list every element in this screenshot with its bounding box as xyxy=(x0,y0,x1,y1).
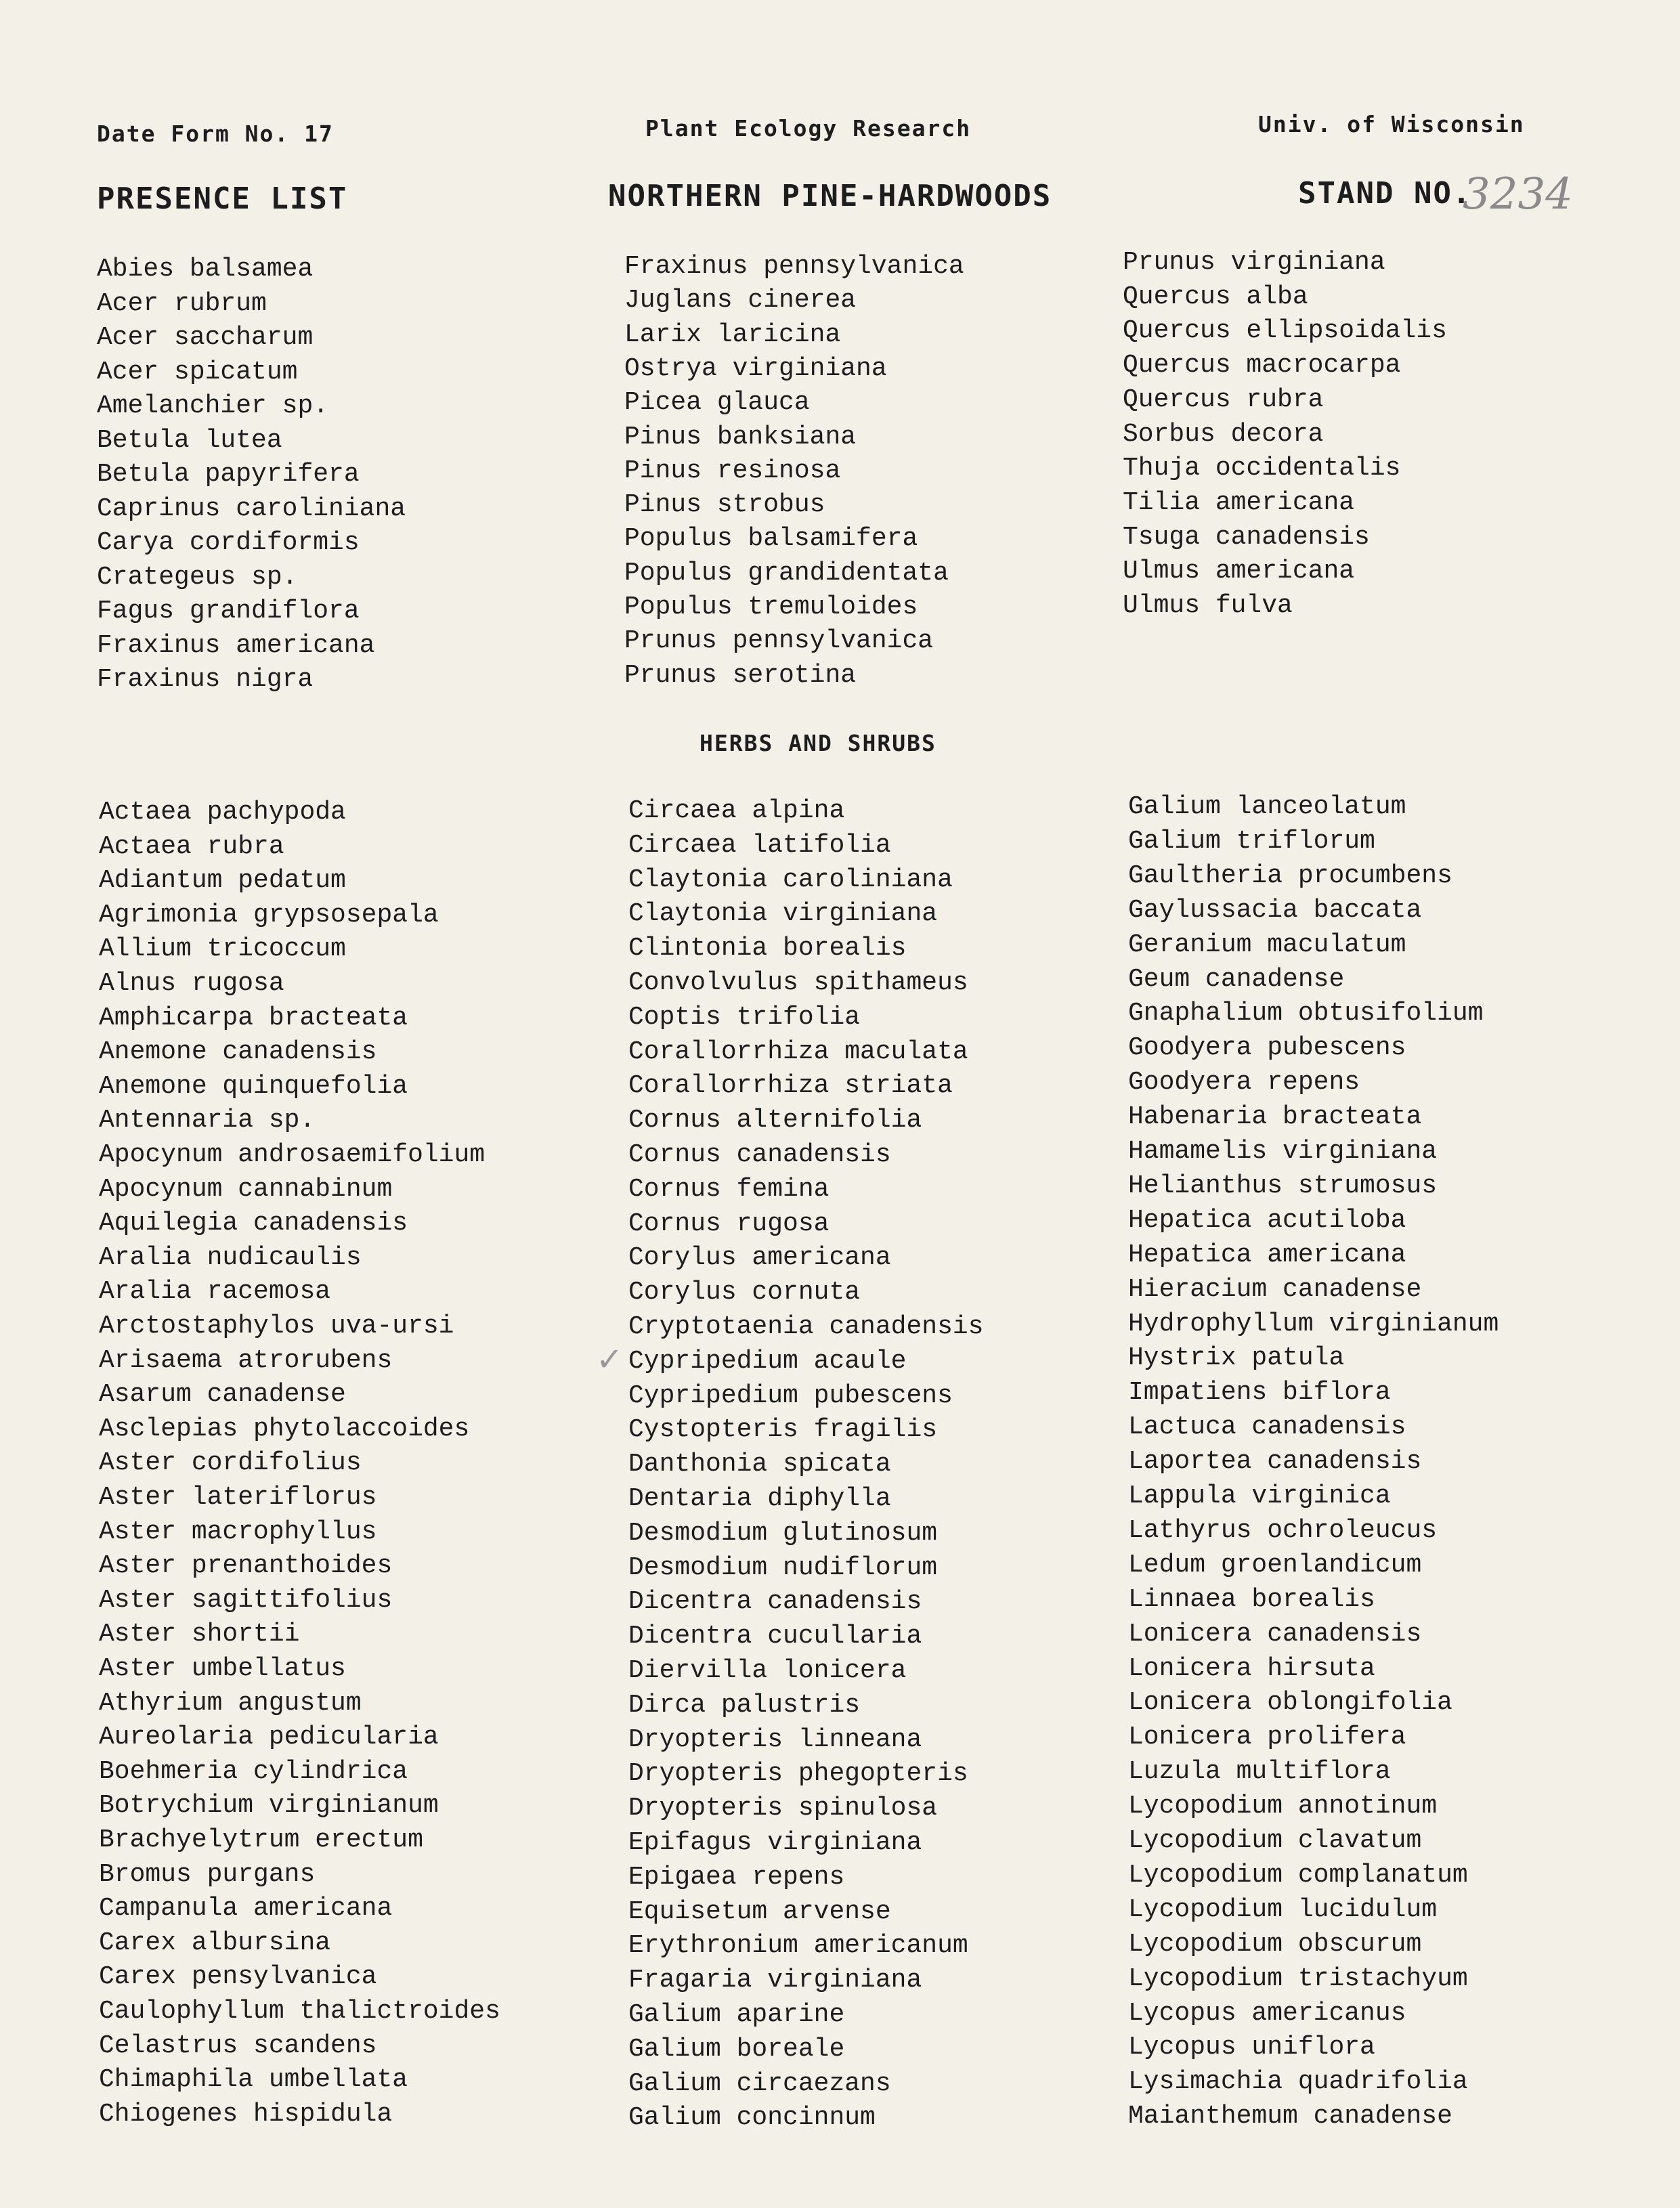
species-item: Alnus rugosa xyxy=(99,969,284,998)
species-item: Anemone quinquefolia xyxy=(99,1071,408,1101)
community-title: NORTHERN PINE-HARDWOODS xyxy=(608,179,1052,213)
species-item: Agrimonia grypsosepala xyxy=(99,900,439,930)
species-item: Celastrus scandens xyxy=(99,2031,377,2060)
species-item: Epigaea repens xyxy=(628,1862,845,1892)
species-item: Athyrium angustum xyxy=(99,1688,362,1718)
species-item: Cornus canadensis xyxy=(628,1140,891,1169)
species-item: Aureolaria pedicularia xyxy=(99,1723,439,1752)
species-item: Asclepias phytolaccoides xyxy=(99,1414,470,1444)
species-item: Cypripedium pubescens xyxy=(628,1381,953,1410)
species-item: Cornus rugosa xyxy=(628,1209,830,1238)
species-item: Linnaea borealis xyxy=(1128,1584,1375,1614)
species-item: Carex albursina xyxy=(99,1928,331,1957)
species-item: Desmodium nudiflorum xyxy=(628,1553,938,1582)
species-item: Aster cordifolius xyxy=(99,1448,362,1478)
presence-list-title: PRESENCE LIST xyxy=(97,181,348,216)
species-item: Ledum groenlandicum xyxy=(1128,1550,1422,1580)
species-item: Antennaria sp. xyxy=(99,1106,316,1135)
species-item: Aralia racemosa xyxy=(99,1277,331,1307)
species-item: Chimaphila umbellata xyxy=(99,2065,408,2095)
species-item: Acer rubrum xyxy=(97,288,267,318)
species-item: Anemone canadensis xyxy=(99,1037,377,1067)
species-item: Quercus alba xyxy=(1123,282,1308,311)
herbs-shrubs-heading: HERBS AND SHRUBS xyxy=(699,730,936,756)
species-item: Quercus rubra xyxy=(1123,385,1324,414)
species-item: Hydrophyllum virginianum xyxy=(1128,1309,1499,1339)
species-item: Caulophyllum thalictroides xyxy=(99,1997,500,2026)
species-item: Dryopteris linneana xyxy=(628,1725,922,1754)
species-item: Arisaema atrorubens xyxy=(99,1345,393,1375)
species-item: Lactuca canadensis xyxy=(1128,1412,1406,1442)
species-item: Acer saccharum xyxy=(97,323,314,352)
species-item: Cypripedium acaule xyxy=(628,1346,907,1376)
species-item: Luzula multiflora xyxy=(1128,1757,1391,1787)
species-item: Botrychium virginianum xyxy=(99,1791,439,1821)
species-item: Adiantum pedatum xyxy=(99,866,346,896)
species-item: Ulmus americana xyxy=(1123,557,1355,586)
species-item: Maianthemum canadense xyxy=(1128,2102,1452,2131)
species-item: Coptis trifolia xyxy=(628,1002,861,1032)
species-item: Pinus banksiana xyxy=(624,422,857,452)
species-item: Galium boreale xyxy=(628,2034,845,2064)
species-item: Abies balsamea xyxy=(97,255,314,284)
species-item: Hamamelis virginiana xyxy=(1128,1137,1438,1166)
species-item: Corylus americana xyxy=(628,1243,891,1273)
species-item: Circaea latifolia xyxy=(628,830,891,860)
species-item: Apocynum androsaemifolium xyxy=(99,1140,486,1169)
species-item: Bromus purgans xyxy=(99,1859,316,1889)
species-item: Carex pensylvanica xyxy=(99,1962,377,1992)
species-item: Cornus alternifolia xyxy=(628,1106,922,1135)
stand-number-handwritten: 3234 xyxy=(1463,169,1573,219)
species-item: Galium triflorum xyxy=(1128,826,1375,856)
species-item: Corallorrhiza maculata xyxy=(628,1037,968,1066)
species-item: Aster prenanthoides xyxy=(99,1551,393,1581)
species-item: Prunus serotina xyxy=(624,660,857,690)
species-item: Juglans cinerea xyxy=(624,286,857,316)
species-item: Lappula virginica xyxy=(1128,1481,1391,1511)
research-title: Plant Ecology Research xyxy=(645,115,972,142)
species-item: Fragaria virginiana xyxy=(628,1966,922,1995)
species-item: Acer spicatum xyxy=(97,357,298,387)
species-item: Lonicera oblongifolia xyxy=(1128,1688,1452,1718)
species-item: Diervilla lonicera xyxy=(628,1656,907,1685)
species-item: Crategeus sp. xyxy=(97,562,298,592)
species-item: Dryopteris phegopteris xyxy=(628,1759,968,1789)
species-item: Geum canadense xyxy=(1128,964,1345,994)
species-item: Tilia americana xyxy=(1123,488,1355,517)
species-item: Dicentra cucullaria xyxy=(628,1622,922,1651)
species-item: Lycopodium annotinum xyxy=(1128,1792,1438,1821)
species-item: Gnaphalium obtusifolium xyxy=(1128,999,1484,1029)
species-item: Prunus virginiana xyxy=(1123,248,1385,277)
species-item: Betula lutea xyxy=(97,425,282,455)
species-item: Lycopodium complanatum xyxy=(1128,1860,1468,1890)
species-item: Prunus pennsylvanica xyxy=(624,626,934,656)
species-item: Helianthus strumosus xyxy=(1128,1171,1438,1200)
species-item: Fagus grandiflora xyxy=(97,597,360,626)
species-item: Epifagus virginiana xyxy=(628,1828,922,1857)
species-item: Lysimachia quadrifolia xyxy=(1128,2067,1468,2097)
form-number: Date Form No. 17 xyxy=(97,121,334,147)
stand-number-label: STAND NO. xyxy=(1298,176,1472,211)
species-item: Chiogenes hispidula xyxy=(99,2099,393,2129)
species-item: Impatiens biflora xyxy=(1128,1378,1391,1408)
species-item: Galium aparine xyxy=(628,2000,845,2029)
species-item: Lycopodium lucidulum xyxy=(1128,1895,1438,1924)
species-item: Hieracium canadense xyxy=(1128,1274,1422,1304)
species-item: Claytonia caroliniana xyxy=(628,865,953,894)
species-item: Larix laricina xyxy=(624,320,841,349)
species-item: Corallorrhiza striata xyxy=(628,1071,953,1101)
species-item: Gaultheria procumbens xyxy=(1128,861,1452,890)
species-item: Hepatica americana xyxy=(1128,1240,1406,1270)
species-item: Clintonia borealis xyxy=(628,934,907,964)
species-item: Dentaria diphylla xyxy=(628,1484,891,1513)
species-item: Quercus macrocarpa xyxy=(1123,351,1401,381)
university-name: Univ. of Wisconsin xyxy=(1258,111,1525,137)
species-item: Tsuga canadensis xyxy=(1123,522,1370,552)
species-item: Amphicarpa bracteata xyxy=(99,1003,408,1033)
species-item: Boehmeria cylindrica xyxy=(99,1756,408,1786)
species-item: Aquilegia canadensis xyxy=(99,1209,408,1238)
species-item: Cornus femina xyxy=(628,1174,830,1204)
species-item: Danthonia spicata xyxy=(628,1450,891,1479)
species-item: Quercus ellipsoidalis xyxy=(1123,316,1447,346)
species-item: Galium concinnum xyxy=(628,2103,876,2133)
species-item: Brachyelytrum erectum xyxy=(99,1825,423,1855)
species-item: Carya cordiformis xyxy=(97,528,360,557)
species-item: Arctostaphylos uva-ursi xyxy=(99,1312,454,1341)
species-item: Fraxinus americana xyxy=(97,630,375,660)
species-item: Asarum canadense xyxy=(99,1380,346,1410)
species-item: Picea glauca xyxy=(624,388,810,418)
species-item: Galium lanceolatum xyxy=(1128,792,1406,821)
species-item: Aster sagittifolius xyxy=(99,1585,393,1615)
species-item: Erythronium americanum xyxy=(628,1931,968,1961)
species-item: Lonicera prolifera xyxy=(1128,1723,1406,1752)
species-item: Lycopodium clavatum xyxy=(1128,1826,1422,1855)
species-item: Fraxinus nigra xyxy=(97,665,314,694)
species-item: Actaea pachypoda xyxy=(99,798,346,827)
species-item: Galium circaezans xyxy=(628,2069,891,2098)
species-item: Aster umbellatus xyxy=(99,1654,346,1683)
species-item: Fraxinus pennsylvanica xyxy=(624,252,964,281)
species-item: Actaea rubra xyxy=(99,831,284,861)
species-item: Dirca palustris xyxy=(628,1690,861,1720)
species-item: Equisetum arvense xyxy=(628,1897,891,1926)
species-item: Laportea canadensis xyxy=(1128,1447,1422,1477)
species-item: Goodyera pubescens xyxy=(1128,1033,1406,1063)
species-item: Dicentra canadensis xyxy=(628,1587,922,1617)
species-item: Gaylussacia baccata xyxy=(1128,895,1422,925)
species-item: Cystopteris fragilis xyxy=(628,1415,938,1445)
species-item: Habenaria bracteata xyxy=(1128,1102,1422,1132)
species-item: Betula papyrifera xyxy=(97,460,360,489)
species-item: Campanula americana xyxy=(99,1894,393,1924)
species-item: Lycopodium obscurum xyxy=(1128,1929,1422,1959)
species-item: Amelanchier sp. xyxy=(97,391,329,420)
species-item: Caprinus caroliniana xyxy=(97,494,406,523)
species-item: Aster lateriflorus xyxy=(99,1483,377,1512)
species-item: Pinus strobus xyxy=(624,490,825,520)
pencil-check-mark: ✓ xyxy=(596,1341,624,1379)
species-item: Lathyrus ochroleucus xyxy=(1128,1515,1438,1545)
species-item: Allium tricoccum xyxy=(99,934,346,964)
species-item: Pinus resinosa xyxy=(624,456,841,485)
species-item: Aster macrophyllus xyxy=(99,1517,377,1546)
species-item: Sorbus decora xyxy=(1123,419,1324,449)
species-item: Lycopus uniflora xyxy=(1128,2033,1375,2062)
species-item: Geranium maculatum xyxy=(1128,930,1406,959)
species-item: Populus grandidentata xyxy=(624,558,949,588)
species-item: Goodyera repens xyxy=(1128,1068,1360,1098)
species-item: Ulmus fulva xyxy=(1123,591,1293,620)
species-item: Populus tremuloides xyxy=(624,592,918,622)
species-item: Lycopodium tristachyum xyxy=(1128,1964,1468,1993)
species-item: Apocynum cannabinum xyxy=(99,1174,393,1204)
species-item: Aster shortii xyxy=(99,1620,300,1649)
species-item: Corylus cornuta xyxy=(628,1278,861,1307)
species-item: Convolvulus spithameus xyxy=(628,968,968,997)
species-item: Lycopus americanus xyxy=(1128,1998,1406,2028)
species-item: Thuja occidentalis xyxy=(1123,454,1401,483)
species-item: Cryptotaenia canadensis xyxy=(628,1312,984,1341)
species-item: Hepatica acutiloba xyxy=(1128,1205,1406,1235)
species-item: Lonicera canadensis xyxy=(1128,1619,1422,1649)
species-item: Dryopteris spinulosa xyxy=(628,1794,938,1823)
species-item: Circaea alpina xyxy=(628,796,845,825)
species-item: Claytonia virginiana xyxy=(628,899,938,929)
species-item: Ostrya virginiana xyxy=(624,353,887,383)
species-item: Desmodium glutinosum xyxy=(628,1518,938,1548)
species-item: Populus balsamifera xyxy=(624,524,918,554)
species-item: Hystrix patula xyxy=(1128,1343,1345,1373)
species-item: Aralia nudicaulis xyxy=(99,1242,362,1272)
species-item: Lonicera hirsuta xyxy=(1128,1653,1375,1683)
